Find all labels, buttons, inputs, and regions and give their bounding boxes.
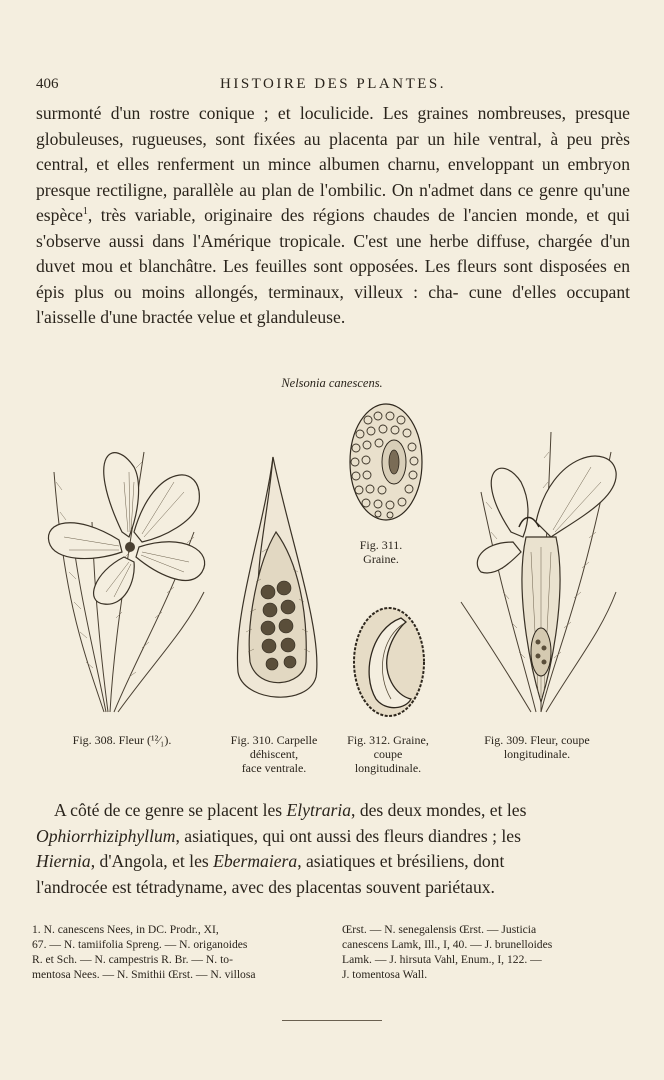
running-title: HISTOIRE DES PLANTES. (220, 76, 446, 92)
footnote-line: Œrst. — N. senegalensis Œrst. — Justicia (342, 923, 537, 936)
text-line: disposées en épis plus ou moins allongés, terminaux, villeux : cha- (36, 256, 630, 302)
caption-line: longitudinale. (354, 761, 422, 775)
genus-name: Hiernia (36, 851, 91, 871)
genus-name: Elytraria (286, 800, 352, 820)
caption-line: longitudinale. (503, 747, 571, 761)
text-line (36, 798, 630, 824)
botanical-plate (36, 392, 630, 722)
fig-309-caption (462, 733, 612, 761)
footnote-line: R. et Sch. — N. campestris R. Br. — N. to- (32, 953, 233, 966)
fig-308-caption (62, 733, 182, 747)
fig-308-flower-illustration (44, 412, 214, 717)
plate-title: Nelsonia canescens. (281, 376, 383, 390)
text-line: , très variable, (87, 205, 196, 225)
text-run: , des deux mondes, et les (351, 800, 527, 820)
text-run: A côté de ce genre se placent les (54, 800, 287, 820)
page-number: 406 (36, 76, 59, 92)
text-run: , asiatiques et brésiliens, dont (297, 851, 505, 871)
fig-310-caption (214, 733, 334, 775)
fig-311-caption (346, 538, 416, 566)
caption-line: coupe (373, 747, 403, 761)
caption-line: Fig. 312. Graine, (347, 733, 429, 747)
text-line: originaire des régions chaudes de l'ancien monde, et qui s'observe (36, 205, 630, 251)
genus-name: Ebermaiera (213, 851, 298, 871)
text-line: surmonté d'un rostre conique ; et loculicide. Les graines nombreuses, (36, 103, 567, 123)
body-paragraph-1 (36, 101, 630, 331)
text-run: , d'Angola, et les (90, 851, 214, 871)
fig-312-seed-section-illustration (351, 604, 429, 722)
footnote-mark[interactable]: 1 (82, 206, 88, 218)
fig-310-carpel-illustration (228, 452, 328, 712)
text-line: de l'ombilic. On n'admet dans ce genre qu'une espèce (36, 179, 630, 225)
genus-name: Ophiorrhiziphyllum (36, 825, 176, 846)
caption-line: Fig. 310. Carpelle (230, 733, 318, 747)
footnote-line: canescens Lamk, Ill., I, 40. — J. brunelloides (342, 938, 553, 951)
footnote-line: mentosa Nees. — N. Smithii Œrst. — N. villosa (32, 968, 256, 981)
caption-line: Graine. (363, 552, 399, 566)
text-line: cune d'elles occupant l'aisselle d'une bractée velue et glanduleuse. (36, 281, 631, 327)
bottom-rule (282, 1020, 382, 1021)
page-header (36, 76, 630, 98)
text-line: ventral, à peu près central, et elles renferment un mince albumen (36, 128, 631, 174)
footnote-column-left (32, 922, 322, 982)
fig-312-caption (333, 733, 443, 775)
text-line: presque globuleuses, rugueuses, sont fixées au placenta par un hile (36, 103, 630, 149)
caption-line: Fig. 309. Fleur, coupe (484, 733, 590, 747)
text-line: l'androcée est tétradyname, avec des placentas souvent pariétaux. (36, 876, 495, 897)
footnote-line: J. tomentosa Wall. (342, 968, 428, 981)
text-run: , asiatiques, qui ont aussi des fleurs diandres ; les (175, 825, 521, 846)
text-line (36, 849, 630, 875)
footnote-column-right (342, 922, 632, 982)
text-line (36, 824, 630, 850)
body-paragraph-2 (36, 798, 630, 900)
caption-line: Fig. 311. (359, 538, 403, 552)
caption-line: Fig. 308. Fleur (¹²⁄₁). (72, 733, 172, 747)
caption-line: déhiscent, (249, 747, 299, 761)
caption-line: face ventrale. (241, 761, 307, 775)
footnote-line: Lamk. — J. hirsuta Vahl, Enum., I, 122. — (342, 953, 542, 966)
fig-311-seed-illustration (346, 400, 426, 525)
footnote-line: 67. — N. tamiifolia Spreng. — N. origanoides (32, 938, 248, 951)
fig-309-flower-section-illustration (441, 412, 626, 717)
text-line: aussi dans l'Amérique tropicale. C'est une herbe diffuse, chargée d'un (108, 230, 630, 251)
text-line: duvet mou et blanchâtre. Les feuilles sont opposées. Les fleurs sont (36, 256, 533, 276)
text-line: charnu, enveloppant un embryon presque rectiligne, parallèle au plan (36, 154, 630, 200)
footnote-line: 1. N. canescens Nees, in DC. Prodr., XI, (32, 923, 219, 936)
